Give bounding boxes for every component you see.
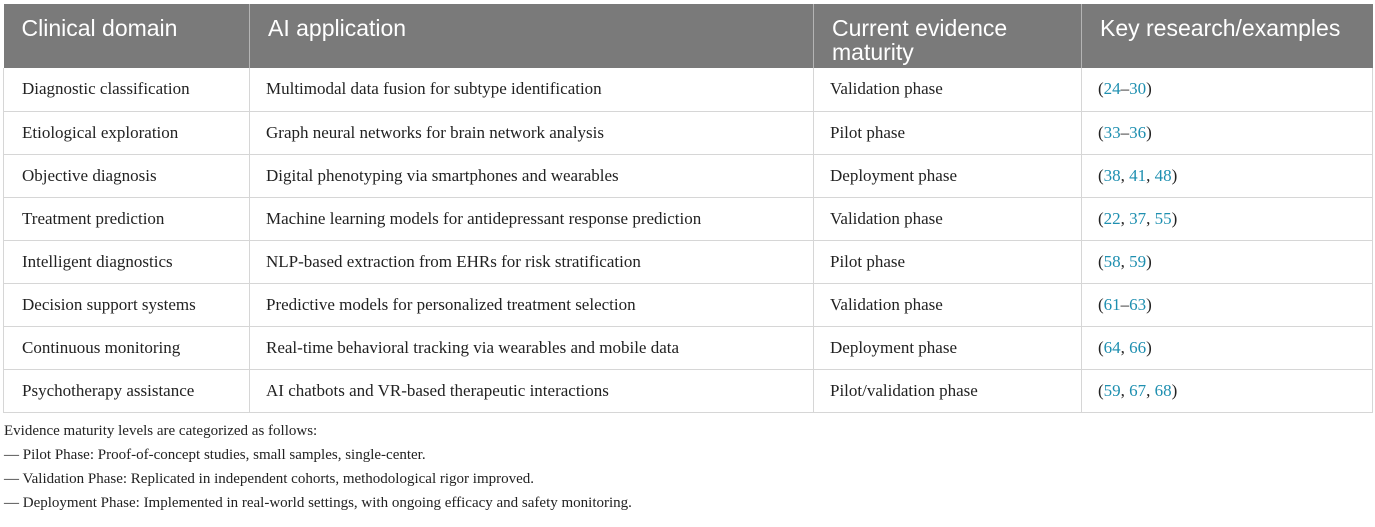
- footnote-line: — Pilot Phase: Proof-of-concept studies, small samples, single-center.: [4, 446, 426, 463]
- reference-punctuation: (: [1098, 251, 1104, 271]
- cell-ai-application: Digital phenotyping via smartphones and wearables: [250, 154, 814, 197]
- cell-ai-application: Machine learning models for antidepressant response prediction: [250, 197, 814, 240]
- cell-key-research: [1082, 68, 1373, 111]
- footnote-line: — Deployment Phase: Implemented in real-world settings, with ongoing efficacy and safety monitoring.: [4, 494, 632, 511]
- reference-punctuation: ): [1171, 380, 1178, 400]
- reference-link[interactable]: 22: [1103, 208, 1121, 228]
- cell-clinical-domain: Treatment prediction: [4, 197, 250, 240]
- table-row: [4, 111, 1373, 154]
- reference-link[interactable]: 59: [1103, 380, 1121, 400]
- cell-clinical-domain: Objective diagnosis: [4, 154, 250, 197]
- footnote-line: — Validation Phase: Replicated in independent cohorts, methodological rigor improved.: [4, 470, 535, 487]
- reference-link[interactable]: 64: [1103, 337, 1121, 357]
- reference-punctuation: ): [1171, 208, 1178, 228]
- reference-punctuation: ,: [1146, 165, 1155, 185]
- cell-clinical-domain: Decision support systems: [4, 283, 250, 326]
- reference-link[interactable]: 38: [1103, 165, 1121, 185]
- reference-punctuation: (: [1098, 337, 1104, 357]
- cell-evidence-maturity: Validation phase: [814, 197, 1082, 240]
- reference-punctuation: –: [1120, 122, 1130, 142]
- reference-punctuation: ): [1146, 122, 1152, 142]
- cell-ai-application: AI chatbots and VR-based therapeutic interactions: [250, 369, 814, 412]
- reference-link[interactable]: 48: [1154, 165, 1172, 185]
- reference-link[interactable]: 24: [1103, 79, 1121, 99]
- table-footnotes: [3, 419, 1372, 515]
- cell-clinical-domain: Etiological exploration: [4, 111, 250, 154]
- reference-link[interactable]: 63: [1129, 294, 1147, 314]
- table-container: [3, 4, 1372, 515]
- header-key-research: Key research/examples: [1082, 4, 1373, 68]
- cell-clinical-domain: Psychotherapy assistance: [4, 369, 250, 412]
- cell-ai-application: NLP-based extraction from EHRs for risk stratification: [250, 240, 814, 283]
- reference-punctuation: ): [1171, 165, 1178, 185]
- reference-punctuation: ,: [1120, 337, 1130, 357]
- reference-link[interactable]: 67: [1129, 380, 1147, 400]
- cell-ai-application: Real-time behavioral tracking via wearables and mobile data: [250, 326, 814, 369]
- reference-punctuation: ,: [1120, 165, 1130, 185]
- reference-link[interactable]: 59: [1129, 251, 1147, 271]
- reference-link[interactable]: 58: [1103, 251, 1121, 271]
- table-header-row: [4, 4, 1373, 68]
- evidence-table: [3, 4, 1373, 413]
- table-row: [4, 197, 1373, 240]
- cell-clinical-domain: Continuous monitoring: [4, 326, 250, 369]
- header-ai-application: AI application: [250, 4, 814, 68]
- cell-key-research: [1082, 197, 1373, 240]
- cell-key-research: [1082, 283, 1373, 326]
- cell-key-research: [1082, 369, 1373, 412]
- cell-key-research: [1082, 111, 1373, 154]
- reference-link[interactable]: 68: [1154, 380, 1172, 400]
- cell-evidence-maturity: Deployment phase: [814, 154, 1082, 197]
- cell-evidence-maturity: Validation phase: [814, 283, 1082, 326]
- reference-punctuation: (: [1098, 122, 1104, 142]
- cell-ai-application: Predictive models for personalized treatment selection: [250, 283, 814, 326]
- reference-punctuation: (: [1098, 380, 1104, 400]
- cell-evidence-maturity: Pilot/validation phase: [814, 369, 1082, 412]
- reference-punctuation: ): [1146, 337, 1152, 357]
- reference-punctuation: ,: [1120, 208, 1130, 228]
- cell-evidence-maturity: Pilot phase: [814, 240, 1082, 283]
- header-evidence-maturity: Current evidence maturity: [814, 4, 1082, 68]
- reference-punctuation: (: [1098, 165, 1104, 185]
- reference-link[interactable]: 41: [1129, 165, 1147, 185]
- reference-punctuation: –: [1120, 294, 1130, 314]
- footnote-line: Evidence maturity levels are categorized as follows:: [4, 422, 318, 439]
- table-row: [4, 369, 1373, 412]
- reference-link[interactable]: 55: [1154, 208, 1172, 228]
- cell-evidence-maturity: Deployment phase: [814, 326, 1082, 369]
- reference-punctuation: ,: [1146, 208, 1155, 228]
- reference-link[interactable]: 33: [1103, 122, 1121, 142]
- reference-link[interactable]: 30: [1129, 79, 1147, 99]
- reference-link[interactable]: 66: [1129, 337, 1147, 357]
- reference-punctuation: (: [1098, 208, 1104, 228]
- cell-clinical-domain: Intelligent diagnostics: [4, 240, 250, 283]
- reference-link[interactable]: 61: [1103, 294, 1121, 314]
- cell-evidence-maturity: Validation phase: [814, 68, 1082, 111]
- reference-punctuation: ,: [1120, 380, 1130, 400]
- reference-punctuation: ): [1146, 79, 1152, 99]
- cell-clinical-domain: Diagnostic classification: [4, 68, 250, 111]
- table-row: [4, 154, 1373, 197]
- reference-punctuation: –: [1120, 79, 1130, 99]
- reference-link[interactable]: 37: [1129, 208, 1147, 228]
- cell-key-research: [1082, 326, 1373, 369]
- cell-evidence-maturity: Pilot phase: [814, 111, 1082, 154]
- table-row: [4, 283, 1373, 326]
- cell-ai-application: Multimodal data fusion for subtype identification: [250, 68, 814, 111]
- reference-punctuation: ,: [1146, 380, 1155, 400]
- table-row: [4, 326, 1373, 369]
- cell-key-research: [1082, 154, 1373, 197]
- reference-punctuation: ,: [1120, 251, 1130, 271]
- table-row: [4, 68, 1373, 111]
- reference-punctuation: (: [1098, 294, 1104, 314]
- reference-punctuation: (: [1098, 79, 1104, 99]
- header-clinical-domain: Clinical domain: [4, 4, 250, 68]
- reference-link[interactable]: 36: [1129, 122, 1147, 142]
- cell-key-research: [1082, 240, 1373, 283]
- reference-punctuation: ): [1146, 294, 1152, 314]
- cell-ai-application: Graph neural networks for brain network analysis: [250, 111, 814, 154]
- table-row: [4, 240, 1373, 283]
- reference-punctuation: ): [1146, 251, 1152, 271]
